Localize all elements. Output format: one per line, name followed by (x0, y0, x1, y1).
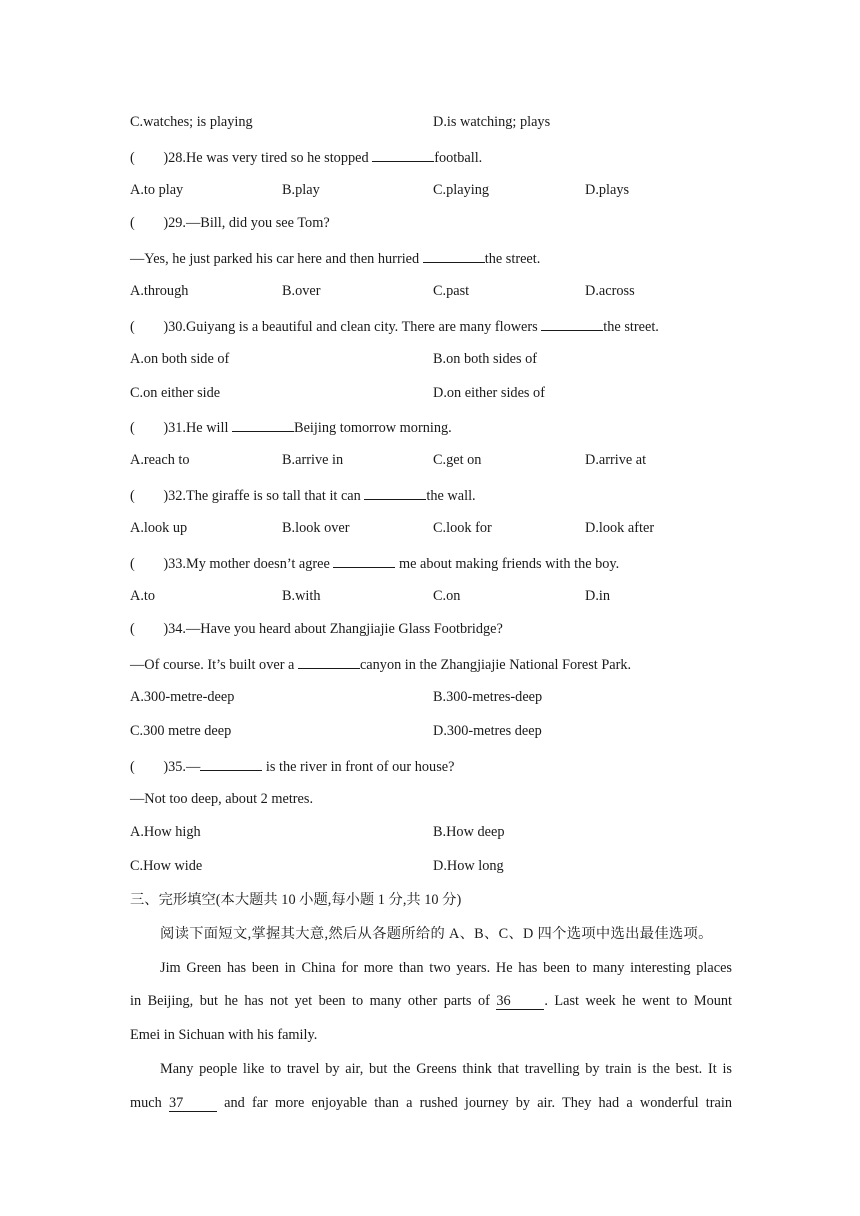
q30-option-d: D.on either sides of (433, 385, 545, 401)
answer-blank (200, 756, 262, 771)
answer-blank (372, 147, 434, 162)
q32-stem (130, 485, 476, 505)
q35-stem (130, 756, 454, 776)
q30-option-c: C.on either side (130, 385, 221, 401)
q31-option-c: C.get on (433, 452, 482, 468)
q28-stem (130, 147, 482, 167)
passage-p1-line2 (130, 992, 732, 1010)
q29-reply-text: —Yes, he just parked his car here and then hurried (130, 251, 423, 267)
q29-option-a: A.through (130, 283, 189, 299)
q30-option-a: A.on both side of (130, 351, 230, 367)
section-heading: 三、完形填空(本大题共 10 小题,每小题 1 分,共 10 分) (130, 892, 462, 908)
q33-option-d: D.in (585, 588, 611, 604)
passage-text: in Beijing, but he has not yet been to many other parts of (130, 993, 497, 1009)
q28-option-a: A.to play (130, 182, 184, 198)
answer-blank (423, 248, 485, 263)
q34-option-d: D.300-metres deep (433, 723, 542, 739)
answer-blank (232, 417, 294, 432)
q29-option-c: C.past (433, 283, 470, 299)
q30-option-b: B.on both sides of (433, 351, 538, 367)
q35-option-b: B.How deep (433, 824, 505, 840)
q29-reply-tail: the street. (484, 251, 541, 267)
passage-text: and far more enjoyable than a rushed journey by air. They had a wonderful train (216, 1095, 733, 1111)
answer-blank (364, 485, 426, 500)
q33-option-b: B.with (282, 588, 321, 604)
passage-text: much (130, 1095, 169, 1111)
q34-option-c: C.300 metre deep (130, 723, 232, 739)
answer-blank (541, 316, 603, 331)
q30-stem-tail: the street. (603, 319, 659, 335)
passage-p2-line2 (130, 1094, 732, 1112)
q30-stem (130, 316, 659, 336)
q31-option-a: A.reach to (130, 452, 190, 468)
q27-option-c: C.watches; is playing (130, 114, 253, 130)
q27-option-d: D.is watching; plays (433, 114, 551, 130)
q28-stem-tail: football. (434, 150, 483, 166)
q28-option-b: B.play (282, 182, 320, 198)
q31-stem (130, 417, 452, 437)
q28-option-c: C.playing (433, 182, 489, 198)
q30-stem-text: ( )30.Guiyang is a beautiful and clean city. There are many flowers (130, 319, 542, 335)
q31-stem-tail: Beijing tomorrow morning. (294, 420, 452, 436)
q34-option-a: A.300-metre-deep (130, 689, 235, 705)
q29-stem: ( )29.—Bill, did you see Tom? (130, 215, 330, 231)
q35-stem-text: ( )35.— (130, 759, 201, 775)
passage-p1-line1: Jim Green has been in China for more than two years. He has been to many interesting places (160, 960, 732, 976)
q31-stem-text: ( )31.He will (130, 420, 233, 436)
q34-reply (130, 654, 631, 674)
q32-option-b: B.look over (282, 520, 350, 536)
passage-p2-line1: Many people like to travel by air, but the Greens think that travelling by train is the best. It is (160, 1061, 732, 1077)
blank-37: 37 (169, 1095, 217, 1112)
passage-p1-line3: Emei in Sichuan with his family. (130, 1027, 318, 1043)
q32-option-c: C.look for (433, 520, 492, 536)
q28-stem-text: ( )28.He was very tired so he stopped (130, 150, 373, 166)
q29-option-d: D.across (585, 283, 635, 299)
blank-36: 36 (496, 993, 544, 1010)
q35-stem-tail: is the river in front of our house? (262, 759, 455, 775)
answer-blank (333, 553, 395, 568)
q32-stem-text: ( )32.The giraffe is so tall that it can (130, 488, 365, 504)
q31-option-b: B.arrive in (282, 452, 344, 468)
q34-reply-tail: canyon in the Zhangjiajie National Forest Park. (359, 657, 632, 673)
section-instruction: 阅读下面短文,掌握其大意,然后从各题所给的 A、B、C、D 四个选项中选出最佳选项。 (160, 926, 713, 942)
answer-blank (298, 654, 360, 669)
q32-stem-tail: the wall. (426, 488, 476, 504)
q32-option-a: A.look up (130, 520, 188, 536)
q33-stem-text: ( )33.My mother doesn’t agree (130, 556, 334, 572)
q35-option-d: D.How long (433, 858, 504, 874)
q34-reply-text: —Of course. It’s built over a (130, 657, 298, 673)
q33-option-c: C.on (433, 588, 461, 604)
q35-option-c: C.How wide (130, 858, 203, 874)
q33-option-a: A.to (130, 588, 156, 604)
q29-option-b: B.over (282, 283, 321, 299)
q34-stem: ( )34.—Have you heard about Zhangjiajie Glass Footbridge? (130, 621, 503, 637)
passage-text: . Last week he went to Mount (544, 993, 732, 1009)
q29-reply (130, 248, 540, 268)
q31-option-d: D.arrive at (585, 452, 647, 468)
q28-option-d: D.plays (585, 182, 630, 198)
q33-stem-tail: me about making friends with the boy. (395, 556, 620, 572)
q35-reply: —Not too deep, about 2 metres. (130, 791, 314, 807)
q32-option-d: D.look after (585, 520, 655, 536)
q35-option-a: A.How high (130, 824, 201, 840)
q33-stem (130, 553, 619, 573)
q34-option-b: B.300-metres-deep (433, 689, 543, 705)
